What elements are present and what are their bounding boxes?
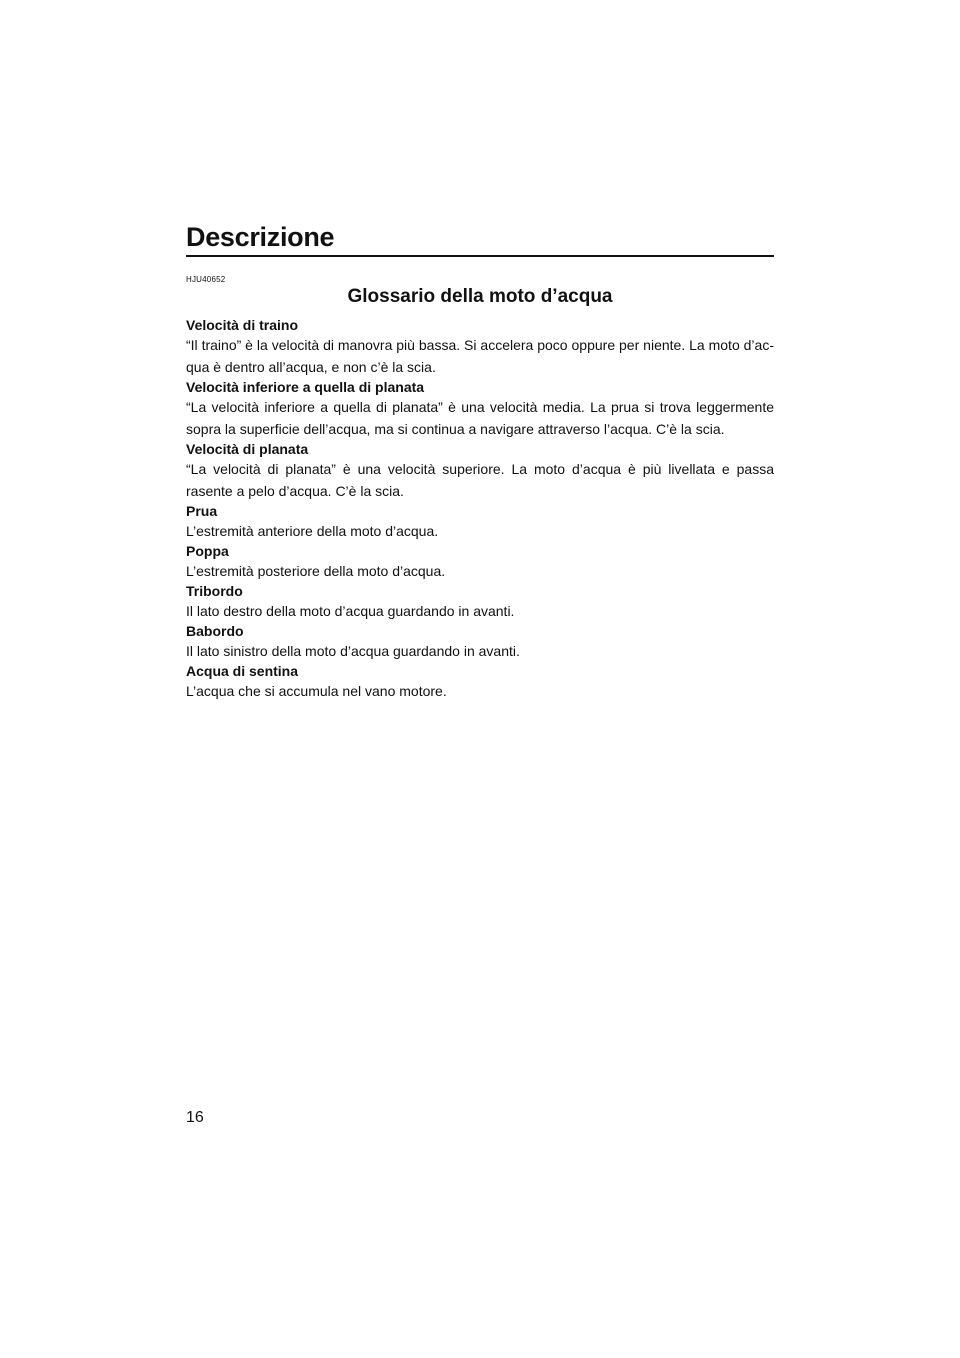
glossary-entry-tribordo [186,582,774,622]
glossary-term: Prua [186,503,218,519]
glossary-entry-velocita-inferiore [186,378,774,440]
glossary-term: Velocità di planata [186,441,309,457]
section-title: Descrizione [186,222,335,252]
glossary-entry-velocita-planata [186,440,774,502]
glossary-definition: L’estremità anteriore della moto d’acqua. [186,523,439,539]
glossary-definition: Il lato sinistro della moto d’acqua guardando in avanti. [186,643,520,659]
glossary-entry-prua [186,502,774,542]
glossary-term: Velocità inferiore a quella di planata [186,379,425,395]
glossary-entry-poppa [186,542,774,582]
glossary-term: Tribordo [186,583,243,599]
glossary-entry-acqua-sentina [186,662,774,702]
glossary-definition: L’estremità posteriore della moto d’acqua. [186,563,446,579]
glossary-entry-velocita-traino [186,316,774,378]
glossary-term: Acqua di sentina [186,663,299,679]
page-number: 16 [186,1109,204,1126]
glossary-term: Poppa [186,543,229,559]
document-code: HJU40652 [186,275,226,284]
glossary-entry-babordo [186,622,774,662]
glossary-definition: “La velocità di planata” è una velocità superiore. La moto d’acqua è più livellata e passa rasente a pelo d’acqua. C’è la scia. [186,461,774,499]
glossary-term: Babordo [186,623,244,639]
glossary-definition: “Il traino” è la velocità di manovra più bassa. Si accelera poco oppure per niente. La moto d’ac-qua è dentro all’acqua, e non c’è la scia. [186,337,774,375]
glossary-definition: L’acqua che si accumula nel vano motore. [186,683,447,699]
glossary-title: Glossario della moto d’acqua [347,286,613,307]
glossary-definition: Il lato destro della moto d’acqua guardando in avanti. [186,603,515,619]
glossary-content [186,275,774,702]
glossary-term: Velocità di traino [186,317,299,333]
section-header [186,220,774,257]
glossary-definition: “La velocità inferiore a quella di planata” è una velocità media. La prua si trova leggermente sopra la superficie dell’acqua, ma si continua a navigare attraverso l’acqua. C’è la scia. [186,399,774,437]
